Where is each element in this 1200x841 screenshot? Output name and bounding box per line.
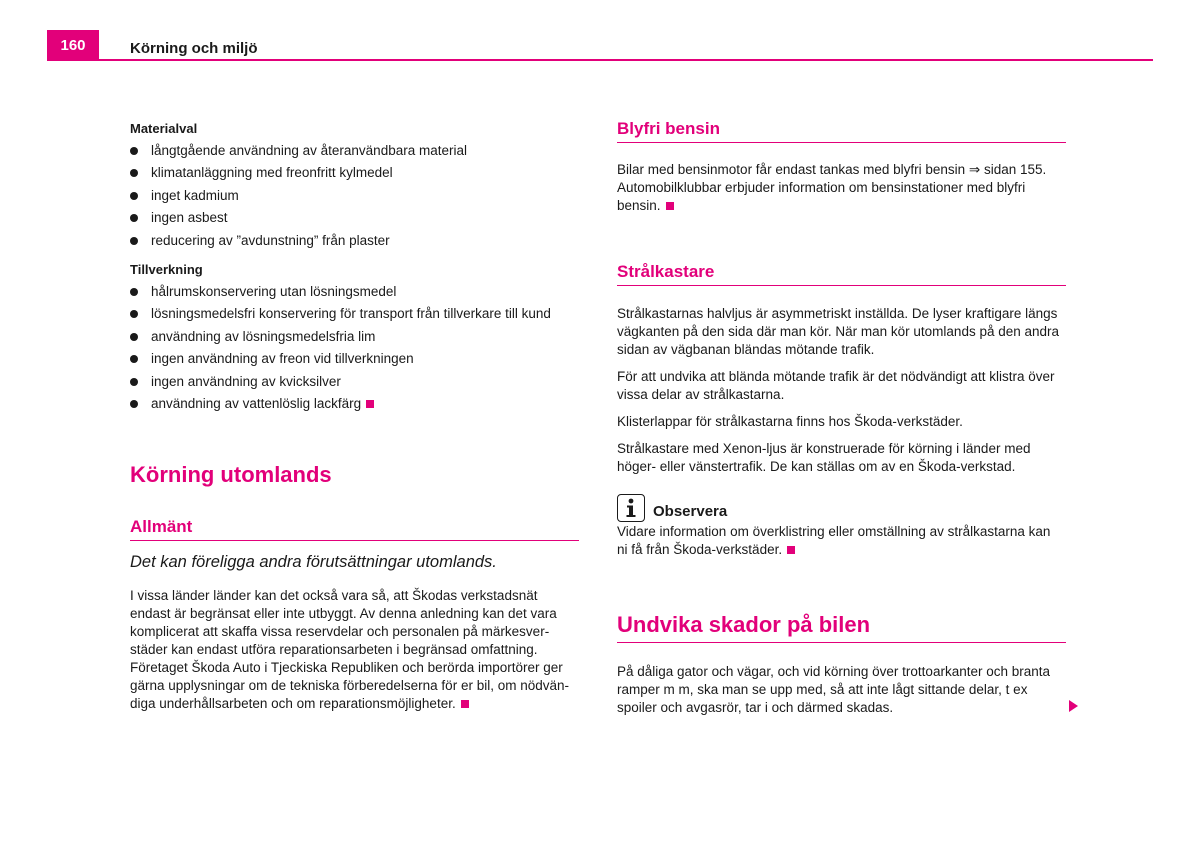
list-item: klimatanläggning med freonfritt kylmedel <box>130 162 580 184</box>
list-item: hålrumskonservering utan lösningsmedel <box>130 281 580 303</box>
bullet-icon <box>130 237 138 245</box>
stralkastare-section <box>617 262 1066 476</box>
stralkastare-body <box>617 305 1066 476</box>
section-title: Körning utomlands <box>130 462 332 487</box>
list-item: inget kadmium <box>130 185 580 207</box>
allmant-body: I vissa länder länder kan det också vara så, att Škodas verkstadsnät endast är begränsat eller inte utbyggt. Av denna anledning kan det vara komplicerat att skaffa vissa reservdelar och personalen på märkesver- städer kan endast utföra reparationsarbeten i begränsad omfattning. Företaget Škoda Auto i Tjeckiska Republiken och berörda importörer ger gärna upplysningar om de tekniska förberedelserna för er bil, om nödvän- diga underhållsarbeten och om reparationsmöjligheter. <box>130 588 569 711</box>
list-item: lösningsmedelsfri konservering för transport från tillverkare till kund <box>130 303 580 325</box>
bullet-icon <box>130 355 138 363</box>
bullet-icon <box>130 192 138 200</box>
observera-note <box>617 494 1066 559</box>
note-title: Observera <box>653 503 728 520</box>
bullet-icon <box>130 169 138 177</box>
bullet-icon <box>130 400 138 408</box>
list-item: reducering av ”avdunstning” från plaster <box>130 230 580 252</box>
tillverkning-list <box>130 281 580 415</box>
lead-text: Det kan föreligga andra förutsättningar utomlands. <box>130 553 497 571</box>
list-item: ingen asbest <box>130 207 580 229</box>
end-of-section-icon <box>366 400 374 408</box>
blyfri-heading: Blyfri bensin <box>617 119 1066 143</box>
left-column <box>130 121 580 425</box>
allmant-section <box>130 517 579 713</box>
tillverkning-heading: Tillverkning <box>130 262 203 278</box>
allmant-heading: Allmänt <box>130 517 579 541</box>
bullet-icon <box>130 288 138 296</box>
bullet-icon <box>130 378 138 386</box>
note-body: Vidare information om överklistring eller omställning av strålkastarna kan ni få från Škoda-verkstäder. <box>617 524 1051 557</box>
header-rule <box>47 59 1153 61</box>
info-icon <box>617 494 645 522</box>
materialval-heading: Materialval <box>130 121 198 136</box>
paragraph: För att undvika att blända mötande trafik är det nödvändigt att klistra över vissa delar av strålkastarna. <box>617 369 1055 402</box>
bullet-icon <box>130 333 138 341</box>
blyfri-section <box>617 119 1066 215</box>
paragraph: Klisterlappar för strålkastarna finns hos Škoda-verkstäder. <box>617 414 963 429</box>
page-number: 160 <box>47 30 99 61</box>
paragraph: Strålkastare med Xenon-ljus är konstruerade för körning i länder med höger- eller vänstertrafik. De kan ställas om av en Škoda-verkstad. <box>617 441 1031 474</box>
bullet-icon <box>130 147 138 155</box>
end-of-section-icon <box>787 546 795 554</box>
list-item: användning av vattenlöslig lackfärg <box>130 393 580 415</box>
list-item: användning av lösningsmedelsfria lim <box>130 326 580 348</box>
end-of-section-icon <box>666 202 674 210</box>
section-undvika-skador <box>617 612 1066 717</box>
section-korning-utomlands <box>130 462 580 488</box>
bullet-icon <box>130 310 138 318</box>
materialval-list <box>130 140 580 252</box>
next-page-arrow-icon <box>1069 700 1078 712</box>
list-item: långtgående användning av återanvändbara material <box>130 140 580 162</box>
end-of-section-icon <box>461 700 469 708</box>
list-item: ingen användning av kvicksilver <box>130 371 580 393</box>
list-item: ingen användning av freon vid tillverkningen <box>130 348 580 370</box>
chapter-title: Körning och miljö <box>130 40 258 57</box>
paragraph: Strålkastarnas halvljus är asymmetriskt inställda. De lyser kraftigare längs vägkanten på den sida där man kör. När man kör utomlands på den andra sidan av vägbanan bländas mötande trafik. <box>617 306 1060 357</box>
blyfri-body: Bilar med bensinmotor får endast tankas med blyfri bensin ⇒ sidan 155. Automobilklubbar erbjuder information om bensinstationer med blyfri bensin. <box>617 162 1047 213</box>
skador-body: På dåliga gator och vägar, och vid körning över trottoarkanter och branta ramper m m, ska man se upp med, så att inte lågt sittande delar, t ex spoiler och avgasrör, tar i och därmed skadas. <box>617 664 1051 715</box>
section-title: Undvika skador på bilen <box>617 612 1066 643</box>
bullet-icon <box>130 214 138 222</box>
stralkastare-heading: Strålkastare <box>617 262 1066 286</box>
